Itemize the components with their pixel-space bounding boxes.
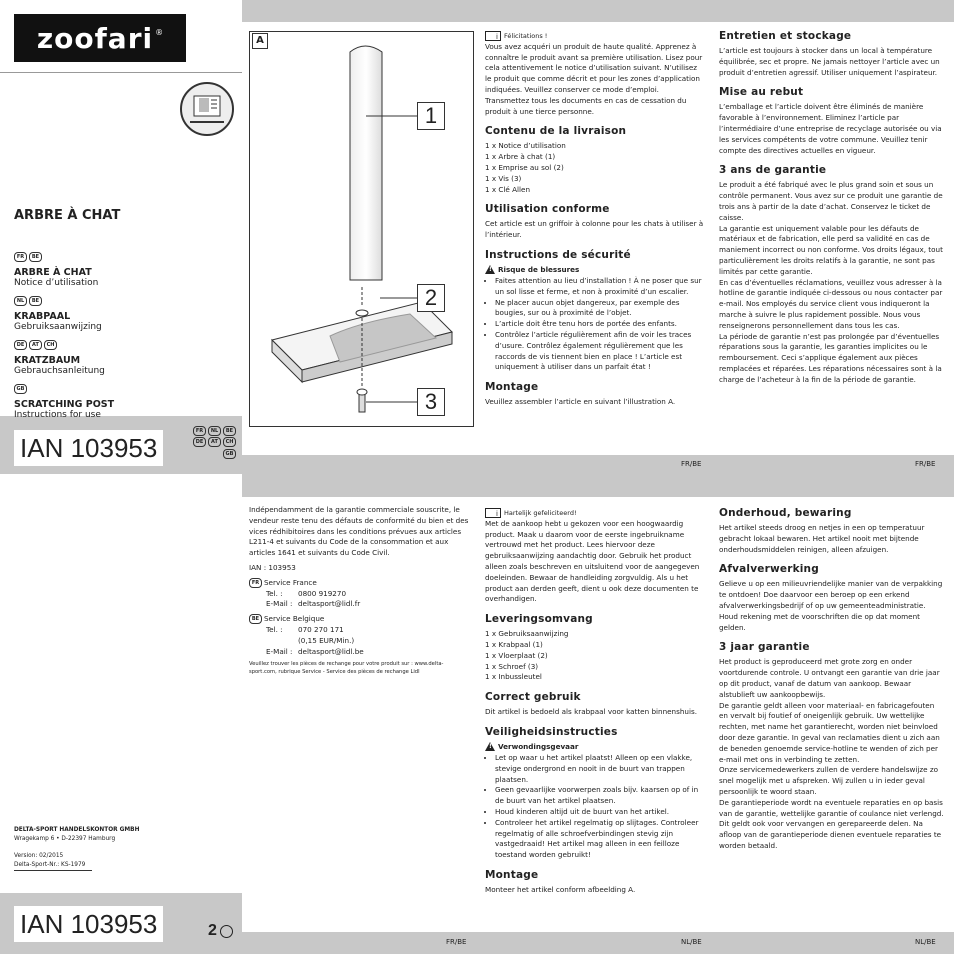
warranty-text: La période de garantie n’est pas prolongée par d’éventuelles réparations sous la garantie, les garanties implicites ou le remboursement. Ceci s’applique également aux pièces remplacées et réparées. Les réparations nécessaires sont à la charge de l’acheteur à la fin de la période de garantie.	[719, 331, 942, 384]
safety-heading: Instructions de sécurité	[485, 248, 631, 261]
language-block-fr	[14, 246, 234, 288]
language-list	[14, 246, 234, 420]
list-item: • Faites attention au lieu d’installation ! À ne poser que sur un sol lisse et ferme, et non à proximité d’un escalier.	[495, 276, 705, 298]
fr-column-2	[719, 22, 944, 386]
disposal-text: L’emballage et l’article doivent être éliminés de manière favorable à l’environnement. Eliminez l’article par l’intermédiaire d’une entreprise de recyclage autorisée ou via les services compétents de votre commune. Veuillez tenir compte des directives actuelles en vigueur.	[719, 102, 942, 155]
badge-de: DE	[14, 340, 27, 350]
middle-grey-bar	[242, 455, 954, 497]
care-heading: Onderhoud, bewaring	[719, 507, 852, 519]
use-heading: Correct gebruik	[485, 691, 581, 704]
delivery-heading: Contenu de la livraison	[485, 125, 627, 138]
legal-text: Indépendamment de la garantie commerciale souscrite, le vendeur reste tenu des défauts de conformité du bien et des vices rédhibitoires dans les conditions prévues aux articles L211-4 et suivants du Code de la consommation et aux articles 1641 et suivants du Code Civil.	[249, 505, 469, 558]
fr-service: Service France	[264, 577, 317, 587]
delivery-item: 1 x Vis (3)	[485, 173, 522, 183]
badge-gb: GB	[14, 384, 27, 394]
figure-a	[249, 31, 474, 427]
badge-be: BE	[249, 614, 262, 624]
bottom-grey-bar	[242, 932, 954, 954]
use-text: Dit artikel is bedoeld als krabpaal voor katten binnenshuis.	[485, 707, 697, 717]
warranty-heading: 3 ans de garantie	[719, 164, 827, 177]
callout-2: 2	[417, 284, 445, 312]
delivery-item: 1 x Notice d’utilisation	[485, 141, 566, 151]
badge-ch: CH	[44, 340, 57, 350]
page-number	[208, 922, 233, 940]
language-title: KRABPAAL	[14, 311, 71, 322]
list-item: • Controleer het artikel regelmatig op slijtages. Controleer regelmatig of alle schroefverbindingen stevig zijn vastgedraaid! Het artikel mag alleen in een feilloze toestand worden gebruikt!	[495, 818, 707, 861]
be-tel-label: Tel. :	[266, 624, 283, 634]
warranty-text: Onze servicemedewerkers zullen de verdere handelswijze zo snel mogelijk met u afspreken. Wij zullen u in ieder geval persoonlijk te woord staan.	[719, 765, 939, 796]
badge-nl: NL	[208, 426, 221, 436]
warning-icon	[485, 742, 495, 751]
read-manual-icon	[180, 82, 234, 136]
disposal-text: Gelieve u op een milieuvriendelijke manier van de verpakking te ontdoen! Doe daarvoor een beroep op een erkend afvalverwerkingsbedrijf of op uw gemeenteadministratie. Houd rekening met de voorschriften die op dat moment gelden.	[719, 579, 943, 632]
safety-list	[485, 276, 705, 373]
assembly-heading: Montage	[485, 381, 539, 394]
company-version: Version: 02/2015	[14, 853, 64, 859]
delivery-item: 1 x Clé Allen	[485, 184, 531, 194]
language-subtitle: Instructions for use	[14, 410, 101, 420]
safety-heading: Veiligheidsinstructies	[485, 725, 618, 738]
intro-text: Vous avez acquéri un produit de haute qualité. Apprenez à connaître le produit avant sa première utilisation. Lisez pour cela attentivement le notice d’utilisation suivant. N’utilisez le produit que comme décrit et pour les zones d’application indiquées. Veuillez conserver ce mode d’emploi. Transmettez tous les documents en cas de cessation du produit à une tierce personne.	[485, 41, 703, 116]
delivery-item: 1 x Emprise au sol (2)	[485, 162, 564, 172]
brand-logo	[14, 14, 186, 62]
badge-at: AT	[29, 340, 42, 350]
badge-ch: CH	[223, 437, 236, 447]
list-item: • Houd kinderen altijd uit de buurt van het artikel.	[495, 807, 707, 818]
intro-text: Met de aankoop hebt u gekozen voor een hoogwaardig product. Maak u daarom voor de eerste ingebruikname vertrouwd met het product. Lees hiervoor deze gebruiksaanwijzing aandachtig door. Gebruik het product alleen zoals beschreven en uitsluitend voor de aangegeven doeleinden. Bewaar de handleiding zorgvuldig. Als u het product aan derden geeft, dient u ook deze documenten te overhandigen.	[485, 518, 700, 604]
delivery-item: 1 x Vloerplaat (2)	[485, 650, 548, 660]
intro-heading: Félicitations !	[504, 32, 548, 40]
warning-icon	[485, 265, 495, 274]
company-info	[14, 826, 214, 871]
language-subtitle: Gebruiksaanwijzing	[14, 322, 102, 332]
language-block-gb	[14, 378, 234, 420]
product-title: ARBRE À CHAT	[14, 208, 121, 223]
be-cost: (0,15 EUR/Min.)	[298, 635, 355, 645]
risk-line	[485, 742, 707, 751]
footer-label: FR/BE	[915, 460, 936, 468]
badge-at: AT	[208, 437, 221, 447]
delivery-item: 1 x Arbre à chat (1)	[485, 152, 556, 162]
care-text: L’article est toujours à stocker dans un local à température équilibrée, sec et propre. Ne jamais nettoyer l’article avec un produit d’entretien agressif. Utiliser uniquement l’aspirateur.	[719, 46, 940, 77]
brand-name: zoofari	[36, 21, 154, 55]
warranty-text: En cas d’éventuelles réclamations, veuillez vous adresser à la hotline de garantie indiquée ci-dessous ou nous contacter par e-mail. Nos employés du service client vous indiqueront la marche à suivre le plus rapidement possible. Nous vous renseignerons personnellement dans tous les cas.	[719, 277, 943, 330]
care-text: Het artikel steeds droog en netjes in een op temperatuur gebracht lokaal bewaren. Het artikel nooit met bijtende onderhoudsmiddelen reinigen, alleen afzuigen.	[719, 523, 925, 554]
intro-heading: Hartelijk gefeliciteerd!	[504, 509, 577, 517]
footer-label: NL/BE	[915, 938, 936, 946]
page-circle-icon	[220, 925, 233, 938]
safety-list	[485, 753, 707, 861]
be-mail: deltasport@lidl.be	[298, 646, 364, 656]
language-block-nl	[14, 290, 234, 332]
list-item: • Let op waar u het artikel plaatst! Alleen op een vlakke, stevige ondergrond en nooit in de buurt van trappen plaatsen.	[495, 753, 707, 785]
risk-label: Verwondingsgevaar	[498, 741, 579, 751]
badge-be: BE	[29, 252, 42, 262]
assembly-text: Monteer het artikel conform afbeelding A.	[485, 884, 636, 894]
footer-label: FR/BE	[681, 460, 702, 468]
warranty-text: De garantieperiode wordt na eventuele reparaties en op basis van de garantie, wettelijke garantie of coulance niet verlengd. Dit geldt ook voor vervangen en gerepareerde delen. Na afloop van de garantieperiode dienen eventuele reparaties te worden betaald.	[719, 797, 944, 850]
badge-fr: FR	[249, 578, 262, 588]
fr-tel-label: Tel. :	[266, 588, 283, 598]
parts-text: Veuillez trouver les pièces de rechange pour votre produit sur : www.delta-sport.com, rubrique Service - Service des pièces de rechange Lidl	[249, 661, 444, 676]
delivery-item: 1 x Krabpaal (1)	[485, 639, 543, 649]
info-icon: i	[485, 31, 501, 41]
language-subtitle: Notice d’utilisation	[14, 278, 99, 288]
badge-nl: NL	[14, 296, 27, 306]
language-subtitle: Gebrauchsanleitung	[14, 366, 105, 376]
list-item: • L’article doit être tenu hors de portée des enfants.	[495, 319, 705, 330]
ian-label-top: IAN 103953	[14, 430, 163, 466]
legal-column	[249, 505, 471, 676]
list-item: • Geen gevaarlijke voorwerpen zoals bijv. kaarsen op of in de buurt van het artikel plaatsen.	[495, 785, 707, 807]
warranty-text: Le produit a été fabriqué avec le plus grand soin et sous un contrôle permanent. Vous avez sur ce produit une garantie de trois ans à partir de la date d’achat. Conservez le ticket de caisse.	[719, 180, 943, 222]
be-tel: 070 270 171	[298, 624, 344, 634]
info-icon: i	[485, 508, 501, 518]
footer-label: NL/BE	[681, 938, 702, 946]
disposal-heading: Mise au rebut	[719, 86, 804, 99]
be-mail-label: E-Mail :	[266, 646, 293, 656]
badge-be: BE	[29, 296, 42, 306]
use-heading: Utilisation conforme	[485, 203, 610, 216]
page-number-value: 2	[208, 922, 217, 939]
company-art-nr: Delta-Sport-Nr.: KS-1979	[14, 861, 92, 871]
care-heading: Entretien et stockage	[719, 30, 852, 42]
top-grey-bar	[242, 0, 954, 22]
callout-3: 3	[417, 388, 445, 416]
use-text: Cet article est un griffoir à colonne pour les chats à utiliser à l’intérieur.	[485, 219, 704, 240]
company-address: Wragekamp 6 • D-22397 Hamburg	[14, 836, 116, 842]
delivery-item: 1 x Gebruiksaanwijzing	[485, 629, 569, 639]
assembly-text: Veuillez assembler l’article en suivant l’illustration A.	[485, 397, 676, 407]
figure-label: A	[252, 33, 268, 49]
badge-fr: FR	[14, 252, 27, 262]
fr-tel: 0800 919270	[298, 588, 347, 598]
fr-column-1	[485, 31, 705, 408]
ian-label-bottom: IAN 103953	[14, 906, 163, 942]
delivery-heading: Leveringsomvang	[485, 613, 593, 626]
callout-1: 1	[417, 102, 445, 130]
warranty-text: Het product is geproduceerd met grote zorg en onder voortdurende controle. U ontvangt een garantie van drie jaar op dit product, vanaf de datum van aankoop. Bewaar alstublieft uw aankoopbewijs.	[719, 657, 940, 699]
warranty-heading: 3 jaar garantie	[719, 641, 810, 654]
figure-illustration	[250, 32, 473, 426]
risk-line	[485, 265, 705, 274]
delivery-item: 1 x Schroef (3)	[485, 661, 539, 671]
badge-gb: GB	[223, 449, 236, 459]
language-title: ARBRE À CHAT	[14, 267, 92, 278]
fr-mail: deltasport@lidl.fr	[298, 599, 361, 609]
brand-registered: ®	[155, 27, 164, 37]
badge-fr: FR	[193, 426, 206, 436]
footer-label: FR/BE	[446, 938, 467, 946]
ian-badges	[184, 424, 238, 459]
badge-be: BE	[223, 426, 236, 436]
nl-column-2	[719, 499, 944, 852]
top-divider	[0, 72, 242, 73]
disposal-heading: Afvalverwerking	[719, 563, 819, 576]
company-name: DELTA-SPORT HANDELSKONTOR GMBH	[14, 827, 140, 833]
legal-ian: IAN : 103953	[249, 562, 296, 572]
assembly-heading: Montage	[485, 868, 539, 881]
list-item: • Contrôlez l’article régulièrement afin de voir les traces d’usure. Contrôlez également régulièrement que les raccords de vis tiennent bien en place ! L’article est uniquement à utiliser dans un parfait état !	[495, 330, 705, 373]
language-block-de	[14, 334, 234, 376]
warranty-text: La garantie est uniquement valable pour les défauts de matériaux et de fabrication, elle perd sa validité en cas de maniement incorrect ou non conforme. Vos droits légaux, tout particulièrement les droits relatifs à la garantie, ne sont pas limités par cette garantie.	[719, 223, 943, 276]
delivery-item: 1 x Inbussleutel	[485, 672, 542, 682]
warranty-text: De garantie geldt alleen voor materiaal- en fabricagefouten en vervalt bij foutief of oneigenlijk gebruik. Uw wettelijke rechten, met name het garantierecht, worden niet beinvloed door deze garantie. In geval van reclamaties dient u zich aan de beneden genoemde service-hotline te wenden of zich per e-mail met ons in verbinding te zetten.	[719, 700, 940, 764]
badge-de: DE	[193, 437, 206, 447]
risk-label: Risque de blessures	[498, 264, 580, 274]
nl-column-1	[485, 508, 707, 896]
fr-mail-label: E-Mail :	[266, 599, 293, 609]
list-item: • Ne placer aucun objet dangereux, par exemple des bougies, sur ou à proximité de l’objet.	[495, 298, 705, 320]
language-title: SCRATCHING POST	[14, 399, 115, 410]
be-service: Service Belgique	[264, 614, 325, 624]
language-title: KRATZBAUM	[14, 355, 81, 366]
